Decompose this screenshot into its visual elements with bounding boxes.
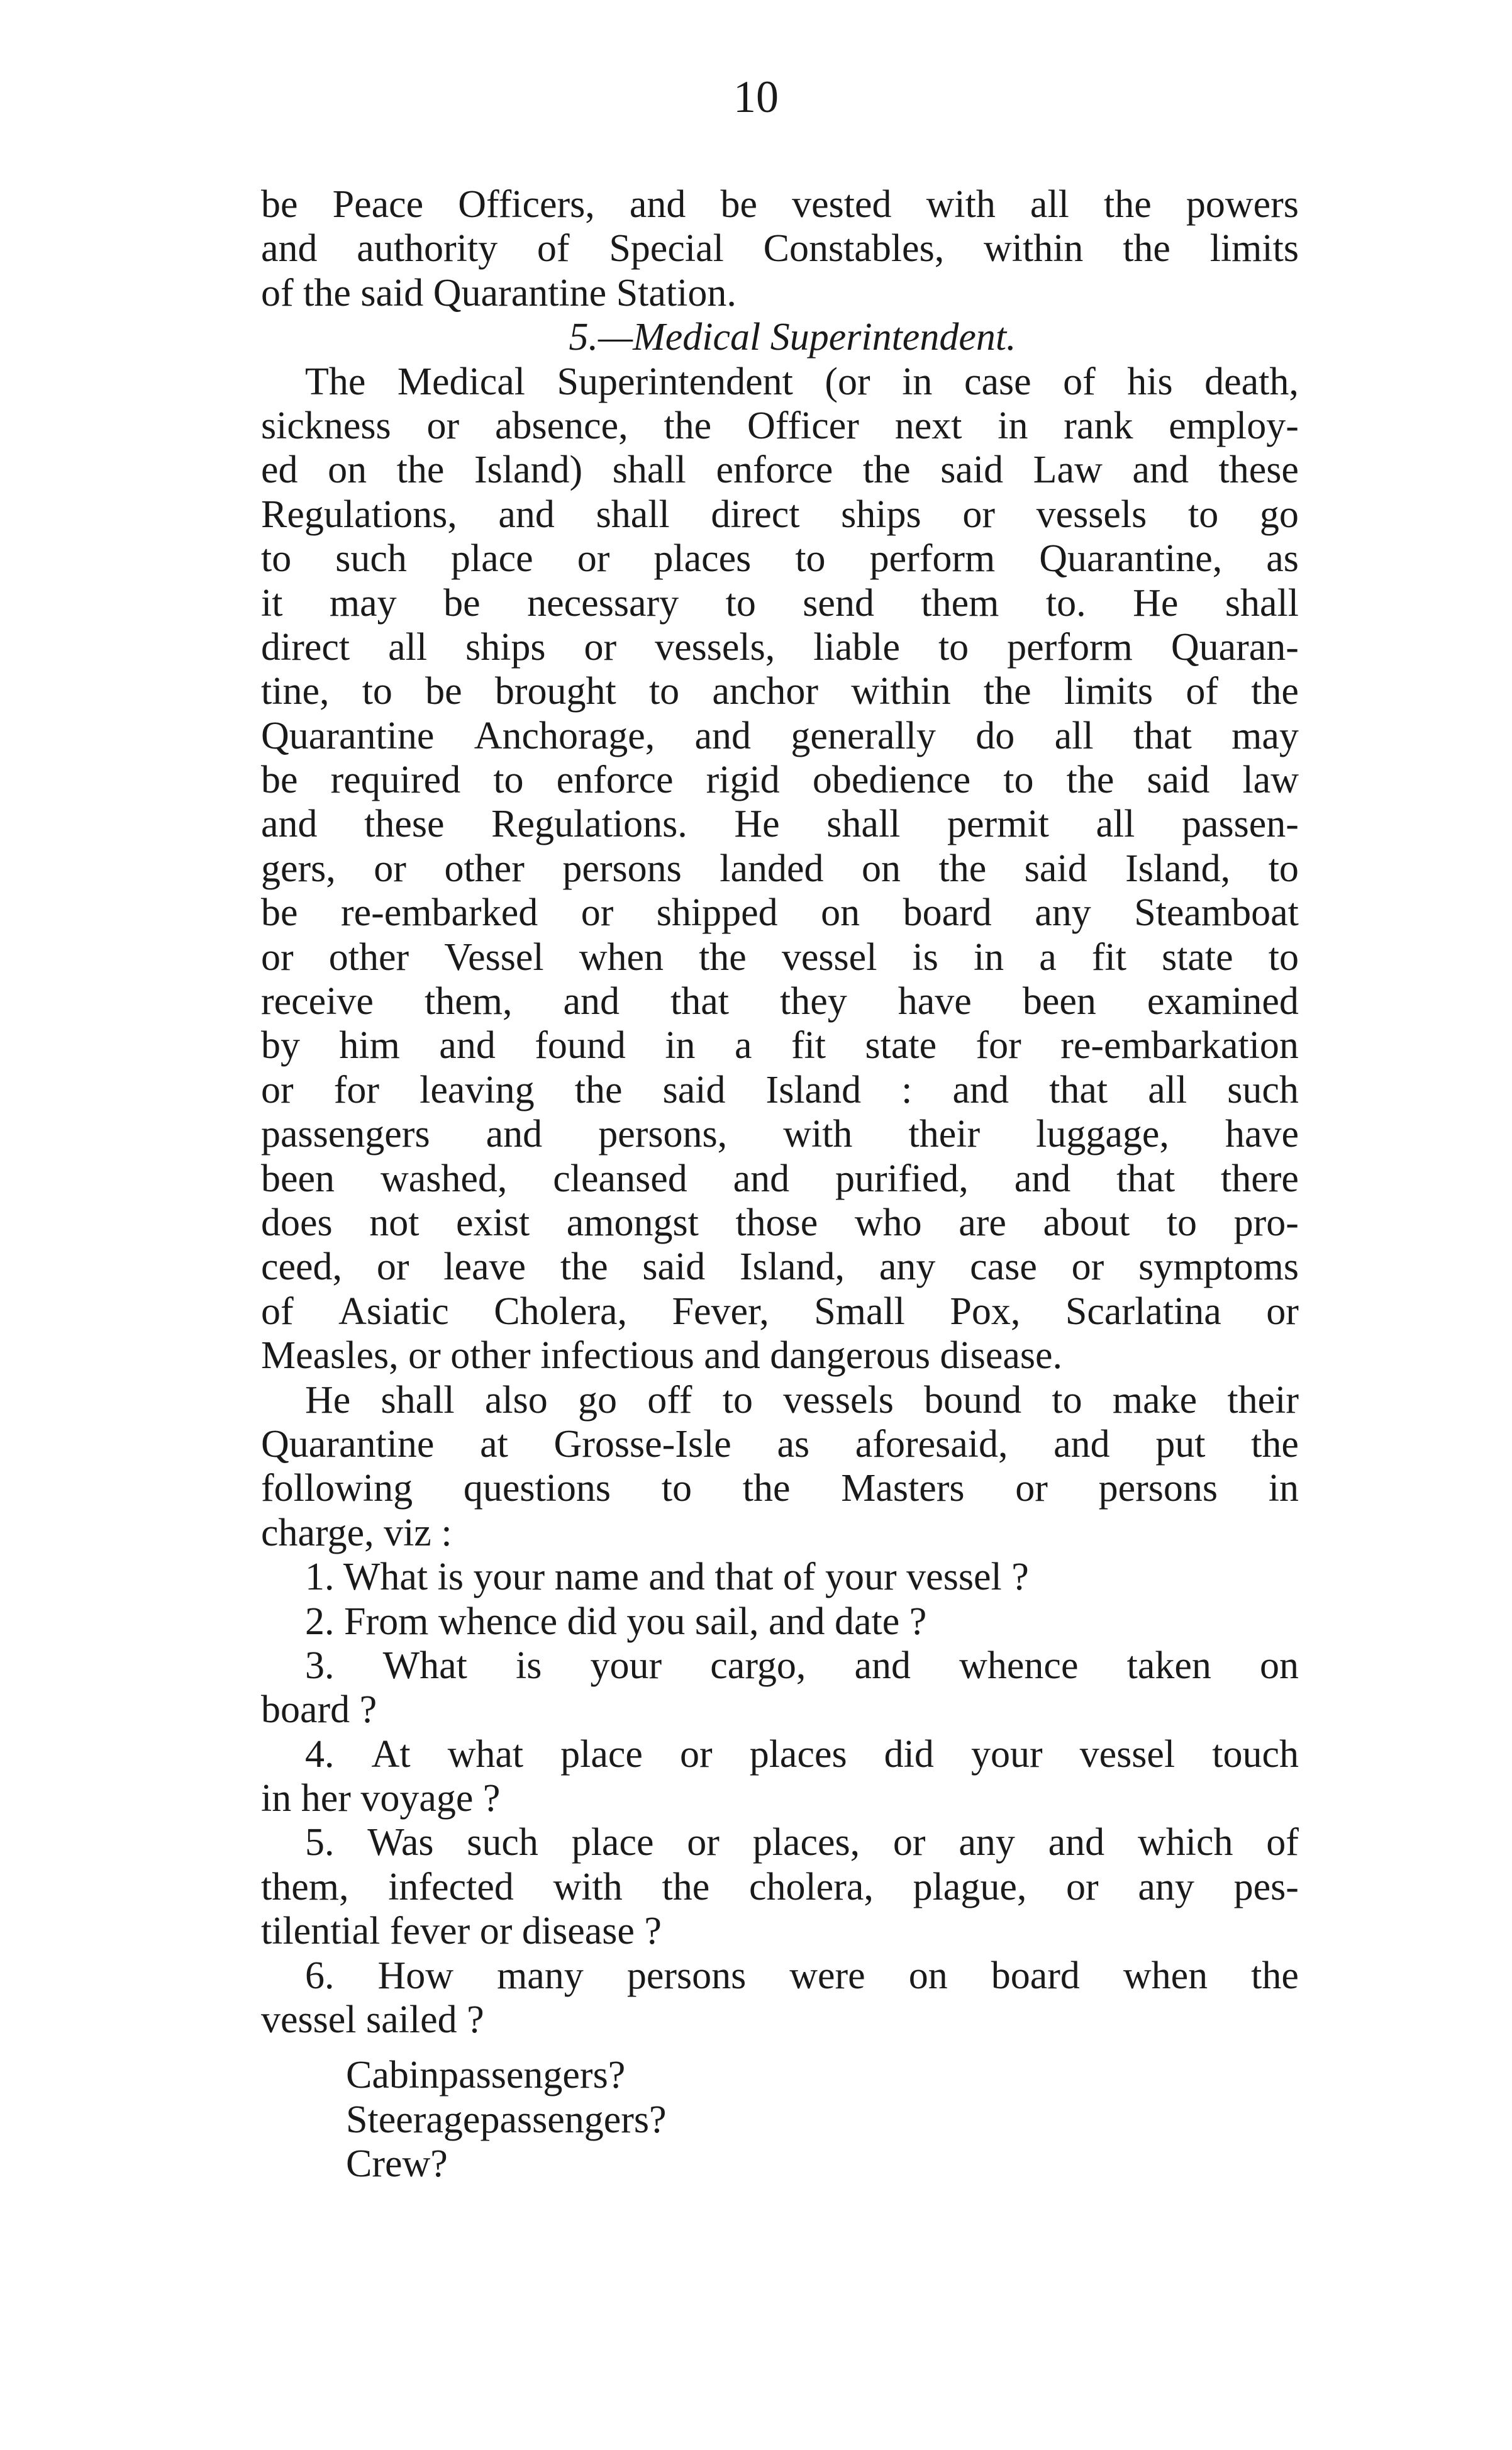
text-line: it may be necessary to send them to. He shall [261, 581, 1299, 625]
sub-question-list [261, 2053, 1299, 2186]
text-line: be Peace Officers, and be vested with all the powers [261, 183, 1299, 226]
text-line: of Asiatic Cholera, Fever, Small Pox, Scarlatina or [261, 1289, 1299, 1333]
question-4-cont: in her voyage ? [261, 1777, 501, 1820]
question-4: 4. At what place or places did your vessel touch [305, 1732, 1299, 1776]
page-body [261, 182, 1299, 2186]
question-5-cont: them, infected with the cholera, plague, or any pes- [261, 1865, 1299, 1908]
text-line: charge, viz : [261, 1511, 452, 1554]
text-line: ceed, or leave the said Island, any case or symptoms [261, 1245, 1299, 1289]
text-line: does not exist amongst those who are about to pro- [261, 1201, 1299, 1244]
text-line: to such place or places to perform Quarantine, as [261, 537, 1299, 581]
text-line: and these Regulations. He shall permit all passen- [261, 803, 1299, 846]
text-line: receive them, and that they have been examined [261, 980, 1299, 1023]
text-line: tine, to be brought to anchor within the limits of the [261, 670, 1299, 713]
sub-question: Cabin passengers ? [346, 2054, 626, 2097]
text-line: by him and found in a fit state for re-embarkation [261, 1024, 1299, 1067]
question-3: 3. What is your cargo, and whence taken on [305, 1644, 1299, 1687]
text-line: and authority of Special Constables, within the limits [261, 227, 1299, 270]
text-line: The Medical Superintendent (or in case of his death, [305, 360, 1299, 403]
text-line: following questions to the Masters or persons in [261, 1467, 1299, 1510]
question-2: 2. From whence did you sail, and date ? [305, 1600, 927, 1643]
question-3-cont: board ? [261, 1688, 377, 1732]
text-line: Measles, or other infectious and dangerous disease. [261, 1334, 1063, 1378]
question-6: 6. How many persons were on board when the [305, 1954, 1299, 1997]
text-line: Quarantine Anchorage, and generally do all that may [261, 714, 1299, 757]
page-number: 10 [733, 72, 779, 122]
text-line: passengers and persons, with their luggage, have [261, 1113, 1299, 1156]
text-line: sickness or absence, the Officer next in rank employ- [261, 404, 1299, 447]
text-line: He shall also go off to vessels bound to make their [305, 1378, 1299, 1422]
text-line: ed on the Island) shall enforce the said Law and these [261, 448, 1299, 492]
section-heading: 5.—Medical Superintendent. [569, 316, 1016, 359]
text-line: of the said Quarantine Station. [261, 271, 737, 315]
question-6-cont: vessel sailed ? [261, 1998, 484, 2042]
question-1: 1. What is your name and that of your vessel ? [305, 1556, 1029, 1599]
sub-question: Steerage passengers ? [346, 2098, 667, 2141]
text-line: be re-embarked or shipped on board any Steamboat [261, 891, 1299, 935]
question-5: 5. Was such place or places, or any and which of [305, 1821, 1299, 1864]
text-line: direct all ships or vessels, liable to perform Quaran- [261, 625, 1299, 669]
text-line: or other Vessel when the vessel is in a fit state to [261, 935, 1299, 979]
text-line: Quarantine at Grosse-Isle as aforesaid, and put the [261, 1422, 1299, 1466]
text-line: been washed, cleansed and purified, and that there [261, 1157, 1299, 1200]
text-line: be required to enforce rigid obedience to the said law [261, 759, 1299, 802]
question-5-cont: tilential fever or disease ? [261, 1910, 662, 1953]
sub-question: Crew ? [346, 2142, 448, 2186]
text-line: or for leaving the said Island : and that all such [261, 1068, 1299, 1111]
text-line: Regulations, and shall direct ships or vessels to go [261, 493, 1299, 536]
text-line: gers, or other persons landed on the said Island, to [261, 847, 1299, 890]
